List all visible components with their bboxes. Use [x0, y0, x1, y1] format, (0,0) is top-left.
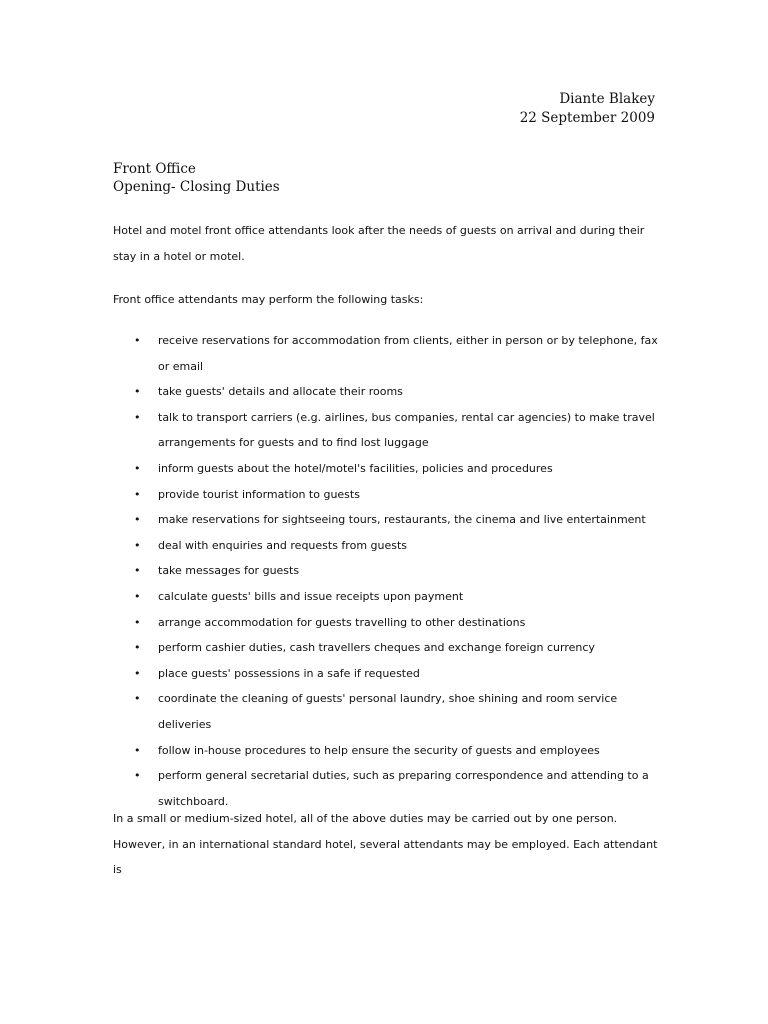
list-item [113, 507, 658, 533]
list-item [113, 584, 658, 610]
list-item-text: perform cashier duties, cash travellers cheques and exchange foreign currency [158, 641, 595, 655]
tasks-lead-paragraph: Front office attendants may perform the following tasks: [113, 293, 424, 306]
author-name: Diante Blakey [559, 91, 655, 107]
list-item-text: perform general secretarial duties, such as preparing correspondence and attending to a switchboard. [158, 769, 649, 808]
list-item [113, 686, 658, 737]
intro-paragraph: Hotel and motel front office attendants look after the needs of guests on arrival and during their stay in a hotel or motel. [113, 224, 645, 263]
bullet-icon: • [134, 666, 141, 680]
list-item [113, 738, 658, 764]
bullet-icon: • [134, 487, 141, 501]
document-date: 22 September 2009 [519, 110, 655, 126]
list-item-text: make reservations for sightseeing tours, restaurants, the cinema and live entertainment [158, 513, 646, 527]
list-item [113, 328, 658, 379]
list-item [113, 661, 658, 687]
list-item-text: calculate guests' bills and issue receipts upon payment [158, 589, 464, 603]
bullet-icon: • [134, 410, 141, 424]
bullet-icon: • [134, 743, 141, 757]
bullet-icon: • [134, 461, 141, 475]
bullet-icon: • [134, 513, 141, 527]
closing-paragraph: In a small or medium-sized hotel, all of the above duties may be carried out by one person. However, in an international standard hotel, several attendants may be employed. Each attendant is [113, 812, 658, 876]
list-item-text: take guests' details and allocate their rooms [158, 385, 403, 399]
title-line-2: Opening- Closing Duties [113, 179, 280, 195]
list-item-text: coordinate the cleaning of guests' personal laundry, shoe shining and room service deliveries [158, 692, 618, 731]
list-item-text: place guests' possessions in a safe if requested [158, 666, 420, 680]
list-item-text: talk to transport carriers (e.g. airlines, bus companies, rental car agencies) to make travel arrangements for guests and to find lost luggage [158, 410, 655, 450]
bullet-icon: • [134, 334, 141, 347]
list-item [113, 533, 658, 559]
list-item-text: receive reservations for accommodation from clients, either in person or by telephone, fax or email [158, 334, 658, 373]
bullet-icon: • [134, 769, 141, 783]
list-item-text: take messages for guests [158, 564, 300, 578]
list-item-text: deal with enquiries and requests from guests [158, 538, 408, 552]
task-list [113, 328, 658, 814]
list-item [113, 558, 658, 584]
list-item [113, 610, 658, 636]
list-item-text: provide tourist information to guests [158, 487, 360, 501]
document-title [113, 160, 280, 196]
bullet-icon: • [134, 589, 141, 603]
bullet-icon: • [134, 385, 141, 399]
list-item-text: inform guests about the hotel/motel's facilities, policies and procedures [158, 461, 553, 475]
bullet-icon: • [134, 615, 141, 629]
bullet-icon: • [134, 564, 141, 578]
list-item-text: follow in-house procedures to help ensure the security of guests and employees [158, 743, 600, 757]
list-item [113, 405, 658, 456]
list-item [113, 482, 658, 508]
list-item-text: arrange accommodation for guests travelling to other destinations [158, 615, 526, 629]
document-header [520, 90, 655, 128]
list-item [113, 635, 658, 661]
list-item [113, 379, 658, 405]
bullet-icon: • [134, 692, 141, 706]
list-item [113, 456, 658, 482]
bullet-icon: • [134, 538, 141, 552]
bullet-icon: • [134, 641, 141, 655]
title-line-1: Front Office [113, 161, 196, 177]
